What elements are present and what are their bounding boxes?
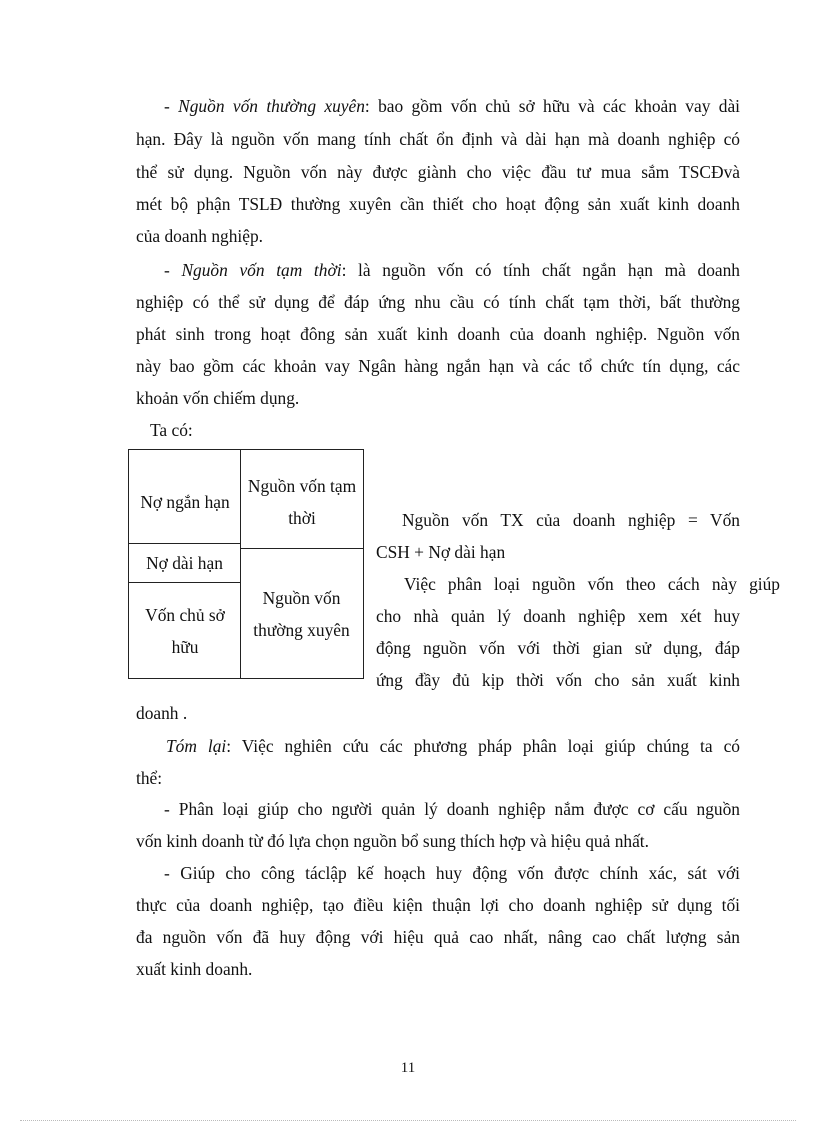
side-line-4: cho nhà quản lý doanh nghiệp xem xét huy [376, 606, 740, 626]
bullet2-line-4: xuất kinh doanh. [136, 959, 253, 979]
bullet2-line-3: đa nguồn vốn đã huy động với hiệu quả cao nhất, nâng cao chất lượng sản [136, 927, 740, 947]
para1-term: Nguồn vốn thường xuyên [178, 96, 365, 116]
side-line-3: Việc phân loại nguồn vốn theo cách này giúp [404, 574, 780, 594]
para2-line-4: này bao gồm các khoản vay Ngân hàng ngắn hạn và các tổ chức tín dụng, các [136, 356, 740, 376]
summary-line-2: thể: [136, 768, 163, 788]
side-line-5: động nguồn vốn với thời gian sử dụng, đáp [376, 638, 740, 658]
bullet1-line-2: vốn kinh doanh từ đó lựa chọn nguồn bổ sung thích hợp và hiệu quả nhất. [136, 831, 649, 851]
side-line-2: CSH + Nợ dài hạn [376, 542, 506, 562]
capital-structure-diagram [128, 449, 364, 679]
para1-line-5: của doanh nghiệp. [136, 226, 264, 246]
side-line-1: Nguồn vốn TX của doanh nghiệp = Vốn [402, 510, 740, 530]
para1-line-4: mét bộ phận TSLĐ thường xuyên cần thiết cho hoạt động sản xuất kinh doanh [136, 194, 740, 214]
bullet2-line-1: - Giúp cho công táclập kế hoạch huy động vốn được chính xác, sát với [164, 863, 740, 883]
para2-line-1: - Nguồn vốn tạm thời: là nguồn vốn có tính chất ngắn hạn mà doanh [164, 260, 741, 280]
bullet2-line-2: thực của doanh nghiệp, tạo điều kiện thuận lợi cho doanh nghiệp sử dụng tối [136, 895, 740, 915]
equity-cell: Vốn chủ sở hữu [145, 605, 225, 657]
side-line-6: ứng đầy đủ kịp thời vốn cho sản xuất kinh [376, 670, 740, 690]
page-number: 11 [400, 1060, 416, 1076]
permanent-capital-cell: Nguồn vốn thường xuyên [240, 548, 363, 678]
para1-line-1: - Nguồn vốn thường xuyên: bao gồm vốn chủ sở hữu và các khoản vay dài [164, 96, 740, 116]
short-term-debt-cell: Nợ ngắn hạn [140, 492, 230, 512]
para2-line-5: khoản vốn chiếm dụng. [136, 388, 300, 408]
page-bottom-rule [20, 1120, 796, 1121]
summary-term: Tóm lại [166, 736, 227, 756]
para1-line-3: thể sử dụng. Nguồn vốn này được giành cho việc đầu tư mua sắm TSCĐvà [136, 162, 740, 182]
para2-term: Nguồn vốn tạm thời [181, 260, 342, 280]
long-term-debt-cell: Nợ dài hạn [129, 543, 240, 583]
bullet1-line-1: - Phân loại giúp cho người quản lý doanh nghiệp nắm được cơ cấu nguồn [164, 799, 740, 819]
ta-co-label: Ta có: [150, 420, 193, 440]
temporary-capital-cell: Nguồn vốn tạm thời [247, 476, 357, 528]
side-line-tail: doanh . [136, 703, 188, 723]
para1-line-2: hạn. Đây là nguồn vốn mang tính chất ổn định và dài hạn mà doanh nghiệp có [136, 129, 740, 149]
summary-line-1: Tóm lại: Việc nghiên cứu các phương pháp phân loại giúp chúng ta có [166, 736, 740, 756]
para2-line-3: phát sinh trong hoạt đông sản xuất kinh doanh của doanh nghiệp. Nguồn vốn [136, 324, 740, 344]
para2-line-2: nghiệp có thể sử dụng để đáp ứng nhu cầu có tính chất tạm thời, bất thường [136, 292, 740, 312]
